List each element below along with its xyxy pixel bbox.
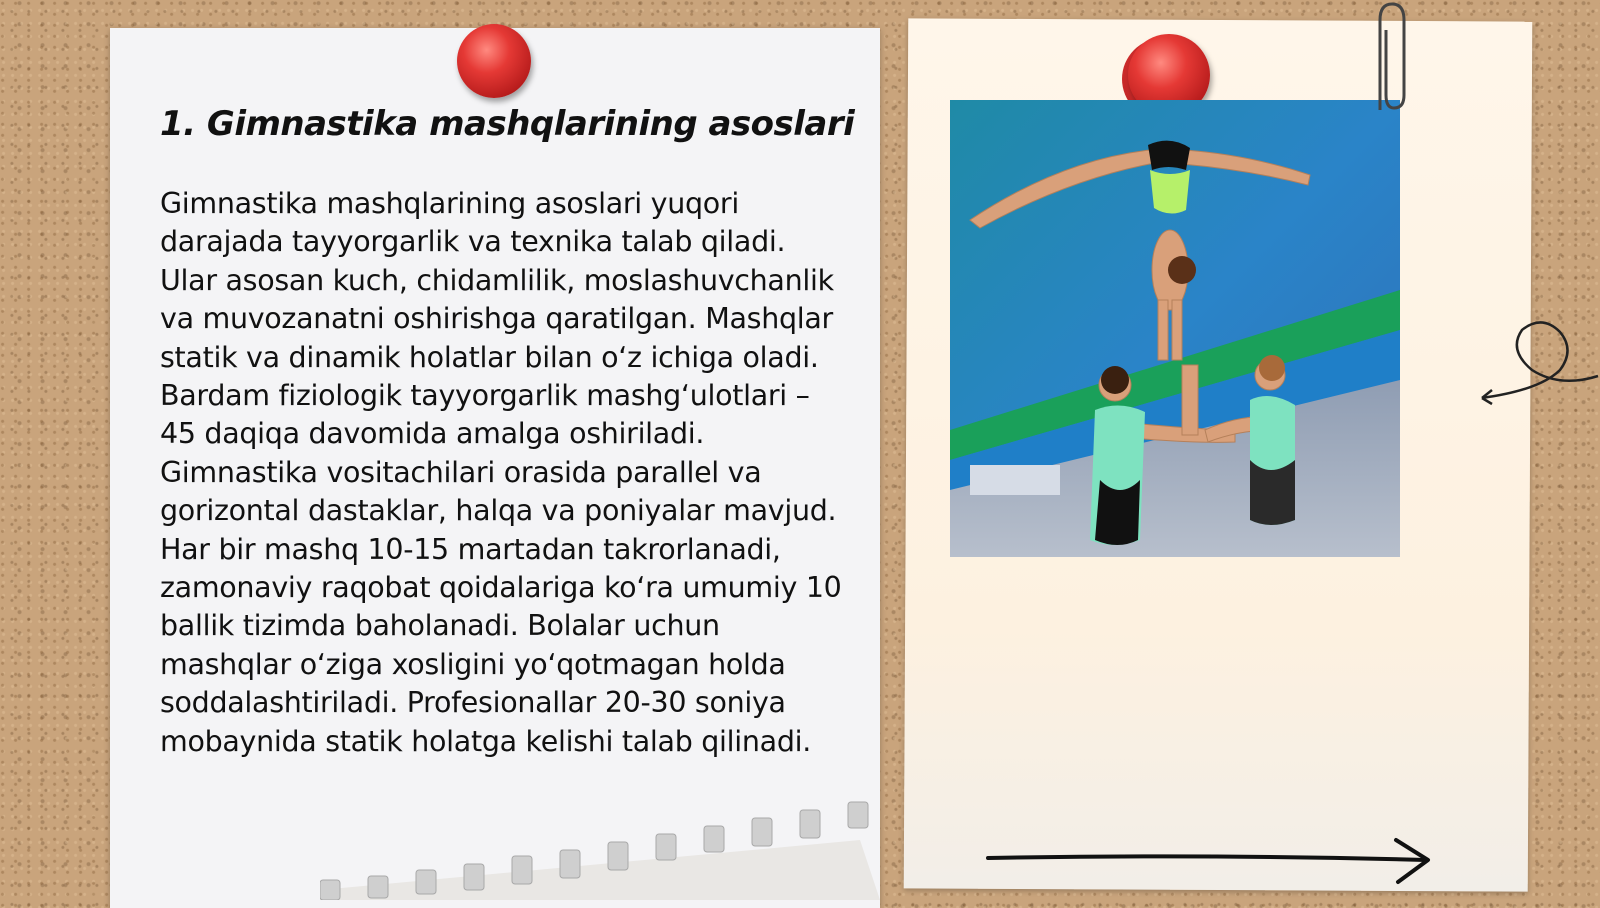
gymnastics-photo [950, 100, 1400, 557]
torn-edge-decoration [320, 800, 880, 900]
long-arrow-icon [986, 836, 1446, 886]
swirl-arrow-icon [1480, 310, 1600, 410]
paperclip-icon [1372, 0, 1412, 120]
page-title: 1. Gimnastika mashqlarining asoslari [160, 104, 855, 144]
pushpin-icon [457, 24, 531, 98]
acrobatic-gymnasts-photo-icon [950, 100, 1400, 557]
body-paragraph: Gimnastika mashqlarining asoslari yuqori darajada tayyorgarlik va texnika talab qiladi. Ular asosan kuch, chidamlilik, moslashuvchanlik va muvozanatni oshirishga qaratilgan. Mashqlar statik va dinamik holatlar bilan oʻz ichiga oladi. Bardam fiziologik tayyorgarlik mashgʻulotlari – 45 daqiqa davomida amalga oshiriladi. Gimnastika vositachilari orasida parallel va gorizontal dastaklar, halqa va poniyalar mavjud. Har bir mashq 10-15 martadan takrorlanadi, zamonaviy raqobat qoidalariga koʻra umumiy 10 ballik tizimda baholanadi. Bolalar uchun mashqlar oʻziga xosligini yoʻqotmagan holda soddalashtiriladi. Profesionallar 20-30 soniya mobaynida statik holatga kelishi talab qilinadi. [160, 187, 842, 758]
